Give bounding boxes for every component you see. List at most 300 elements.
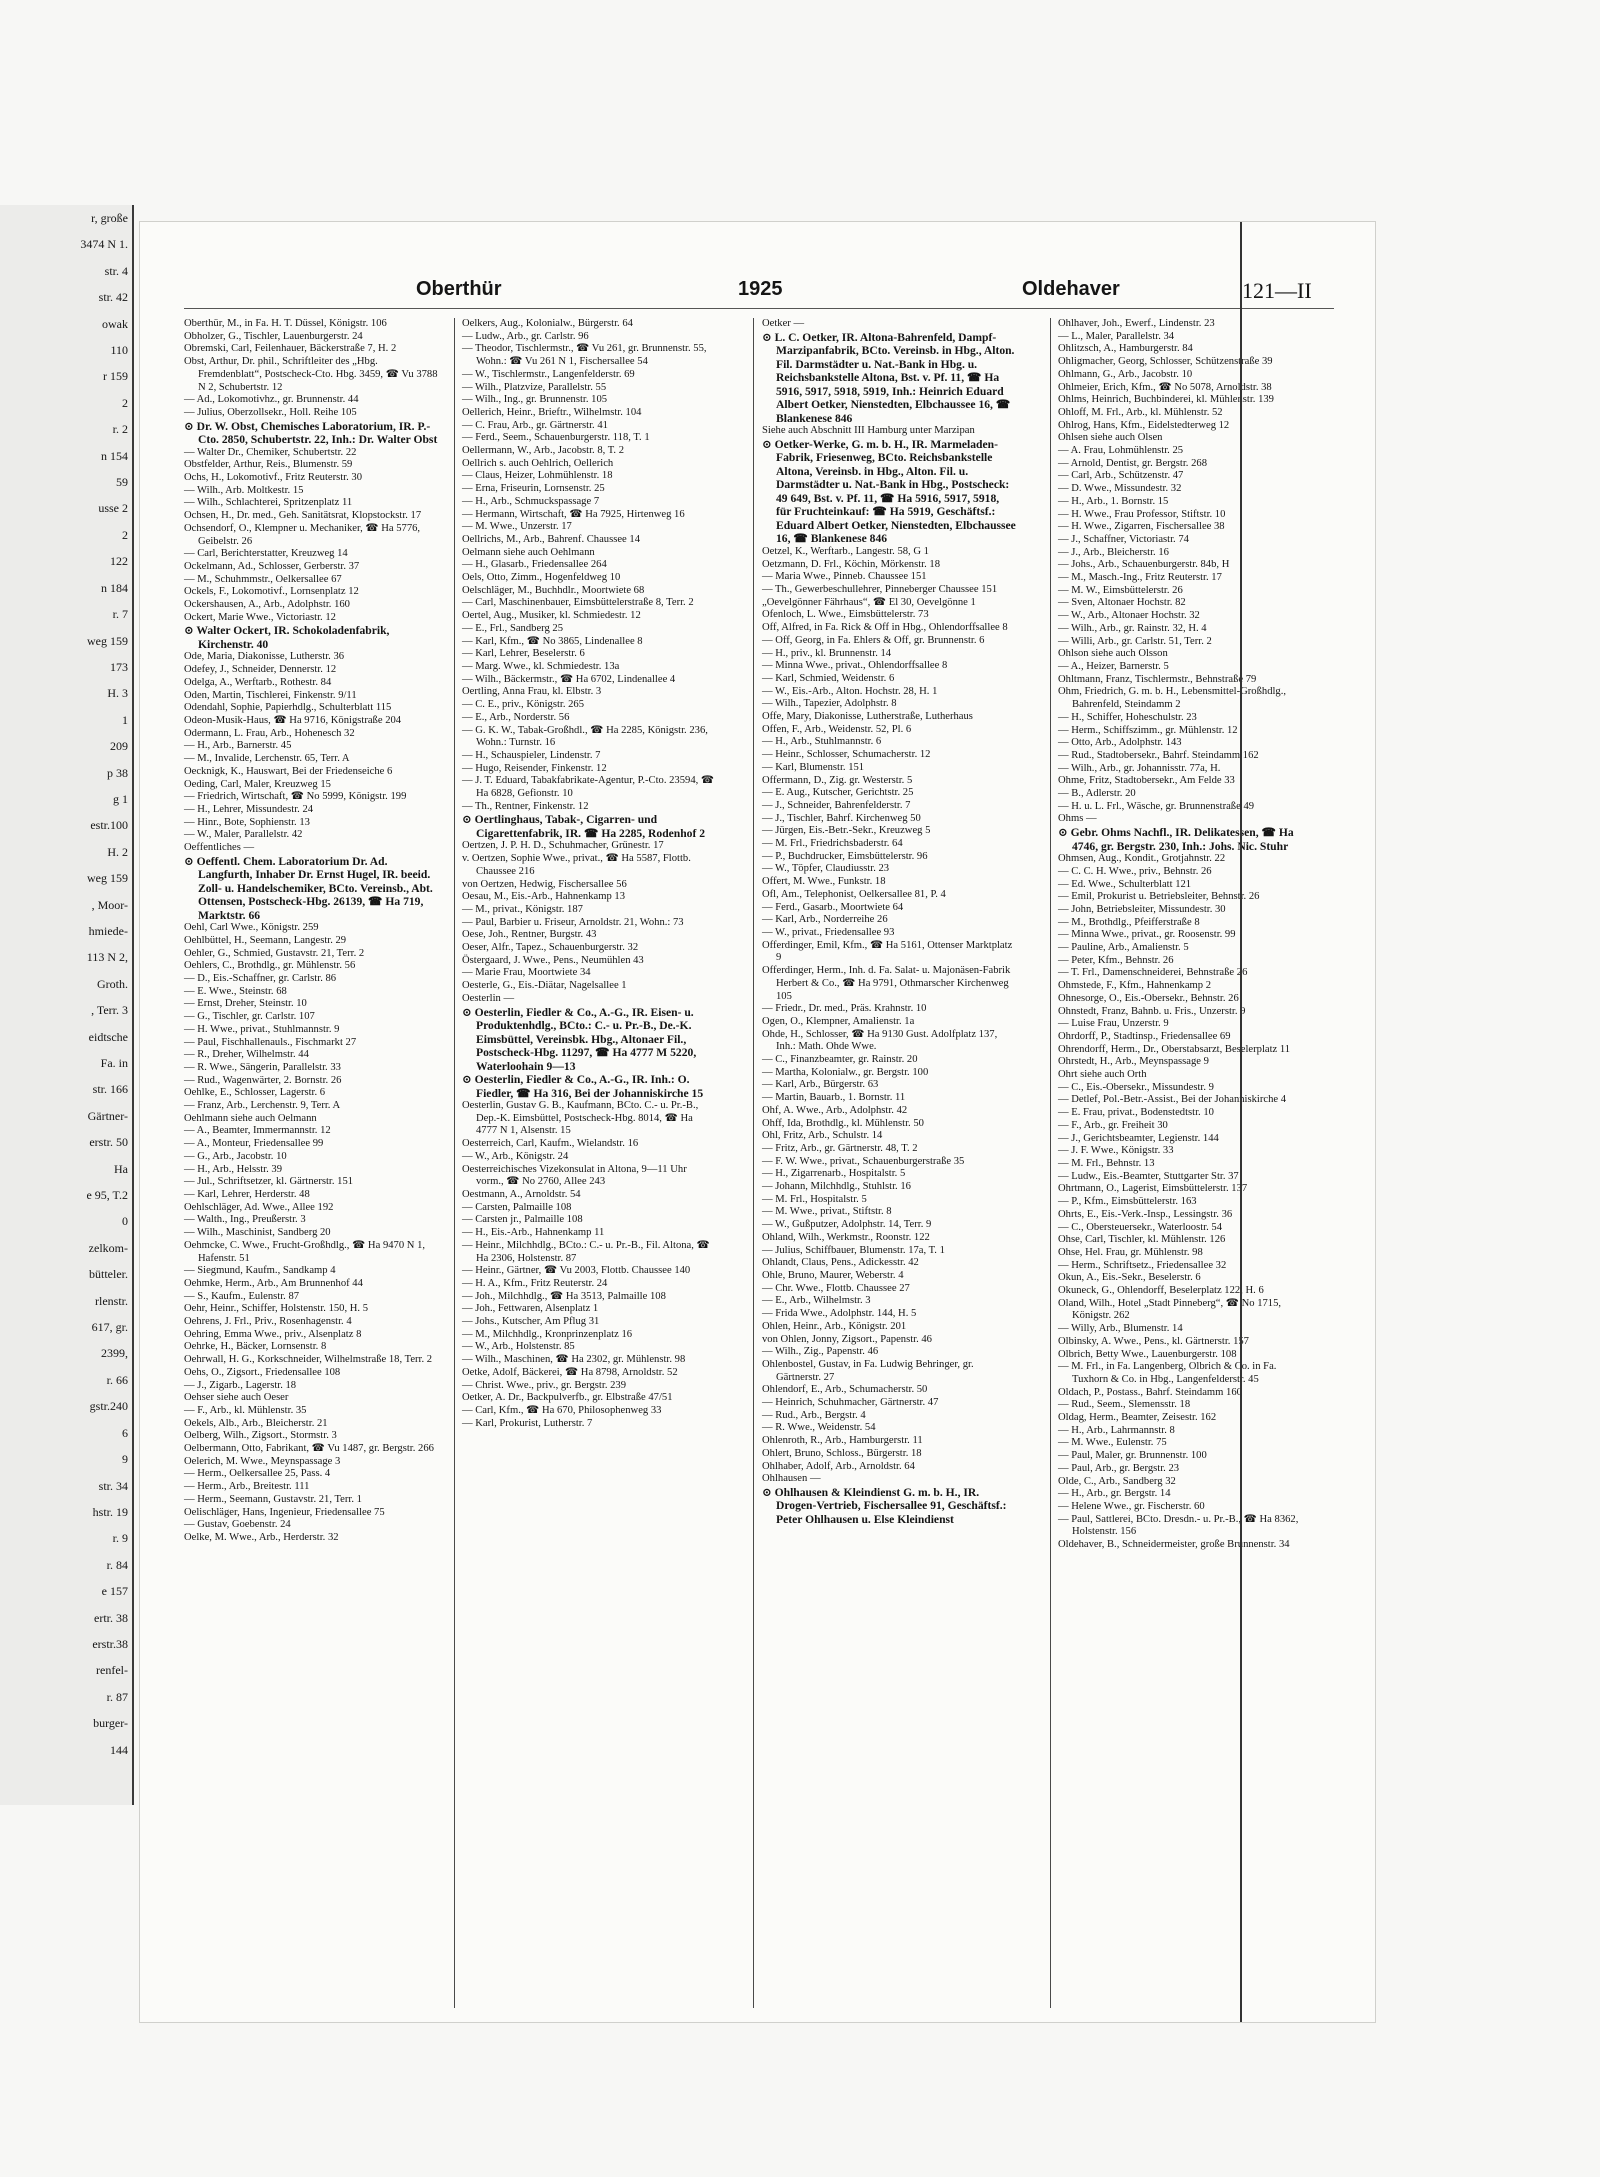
directory-entry: Ohrdorff, P., Stadtinsp., Friedensallee 69	[1058, 1030, 1231, 1042]
previous-page-fragment: str. 34	[98, 1478, 128, 1493]
directory-entry: Offen, F., Arb., Weidenstr. 52, Pl. 6	[762, 723, 912, 735]
previous-page-fragment: 617, gr.	[91, 1320, 128, 1335]
directory-entry: Ohmsen, Aug., Kondit., Grotjahnstr. 22	[1058, 853, 1226, 865]
directory-entry: — J., Tischler, Bahrf. Kirchenweg 50	[762, 812, 921, 824]
directory-entry: — Carsten jr., Palmaille 108	[462, 1214, 583, 1226]
previous-page-fragment: Groth.	[97, 976, 128, 991]
header-right-name: Oldehaver	[1022, 278, 1120, 300]
next-page-edge	[1240, 222, 1272, 2022]
directory-entry: Ohligmacher, Georg, Schlosser, Schützenstraße 39	[1058, 356, 1273, 368]
directory-entry: ⊙ Oeffentl. Chem. Laboratorium Dr. Ad. Langfurth, Inhaber Dr. Ernst Hugel, IR. beeid. Zoll- u. Handelschemiker, BCto. Vereinsb., Abt. Ottensen, Postscheck-Hbg. 26139, ☎ Ha 719, Marktstr. 66	[184, 854, 433, 922]
directory-entry: — W., Töpfer, Claudiusstr. 23	[762, 863, 890, 875]
directory-entry: Oesterreichisches Vizekonsulat in Altona, 9—11 Uhr vorm., ☎ No 2760, Allee 243	[462, 1163, 687, 1188]
directory-entry: — Ludw., Eis.-Beamter, Stuttgarter Str. 37	[1058, 1170, 1239, 1182]
directory-entry: — Heinr., Gärtner, ☎ Vu 2003, Flottb. Chaussee 140	[462, 1265, 691, 1277]
directory-entry: — H., Schauspieler, Lindenstr. 7	[462, 749, 601, 761]
directory-entry: Oesterlin, Gustav G. B., Kaufmann, BCto. C.- u. Pr.-B., Dep.-K. Eimsbüttel, Postscheck-Hbg. 8014, ☎ Ha 4777 N 1, Alsenstr. 15	[462, 1100, 699, 1137]
directory-entry: — M. Wwe., Eulenstr. 75	[1058, 1437, 1167, 1449]
directory-entry: Oertling, Anna Frau, kl. Elbstr. 3	[462, 686, 602, 698]
directory-entry: — H., Arb., Helsstr. 39	[184, 1163, 282, 1175]
directory-entry: ⊙ Gebr. Ohms Nachfl., IR. Delikatessen, ☎ Ha 4746, gr. Bergstr. 230, Inh.: Johs. Nic. Stuhr	[1058, 826, 1294, 853]
directory-entry: — W., Arb., Altonaer Hochstr. 32	[1058, 610, 1200, 622]
directory-entry: — Wilh., Arb., gr. Johannisstr. 77a, H.	[1058, 762, 1221, 774]
directory-entry: — Marie Frau, Moortwiete 34	[462, 967, 591, 979]
directory-entry: Oellrich s. auch Oehlrich, Oellerich	[462, 457, 614, 469]
directory-entry: Oetzel, K., Werftarb., Langestr. 58, G 1	[762, 545, 929, 557]
directory-entry: ⊙ Oesterlin, Fiedler & Co., A.-G., IR. Eisen- u. Produktenhdlg., BCto.: C.- u. Pr.-B., De.-K. Eimsbüttel, Vereinsbk. Hbg., Altonaer Fil., Postscheck-Hbg. 11297, ☎ Ha 4777 M 5220, Waterloohain 9—13	[462, 1005, 697, 1073]
directory-entry: — Joh., Fettwaren, Alsenplatz 1	[462, 1303, 599, 1315]
directory-entry: — Helene Wwe., gr. Fischerstr. 60	[1058, 1500, 1205, 1512]
previous-page-fragment: r 159	[103, 369, 128, 384]
previous-page-fragment: erstr.38	[92, 1636, 128, 1651]
directory-entry: — Friedr., Dr. med., Präs. Krahnstr. 10	[762, 1003, 927, 1015]
directory-entry: Oldach, P., Postass., Bahrf. Steindamm 160	[1058, 1386, 1242, 1398]
directory-entry: — Martin, Bauarb., 1. Bornstr. 11	[762, 1092, 906, 1104]
directory-entry: — M. Frl., in Fa. Langenberg, Olbrich & Co. in Fa. Tuxhorn & Co. in Hbg., Langenfelderstr. 45	[1058, 1361, 1277, 1385]
directory-entry: Oehlke, E., Schlosser, Lagerstr. 6	[184, 1087, 326, 1099]
directory-entry: — W., privat., Friedensallee 93	[762, 927, 895, 938]
directory-entry: Ohnesorge, O., Eis.-Obersekr., Behnstr. 26	[1058, 992, 1239, 1004]
directory-entry: Östergaard, J. Wwe., Pens., Neumühlen 43	[462, 954, 644, 966]
previous-page-fragment: str. 42	[98, 290, 128, 305]
header-year: 1925	[738, 278, 783, 300]
column-2	[462, 318, 716, 1430]
directory-entry: — Rud., Stadtobersekr., Bahrf. Steindamm 162	[1058, 749, 1259, 761]
directory-entry: Odelga, A., Werftarb., Rothestr. 84	[184, 676, 332, 688]
directory-entry: — W., Gußputzer, Adolphstr. 14, Terr. 9	[762, 1219, 932, 1231]
directory-entry: — Carsten, Palmaille 108	[462, 1201, 572, 1213]
directory-entry: — Heinr., Milchhdlg., BCto.: C.- u. Pr.-B., Fil. Altona, ☎ Ha 2306, Holstenstr. 87	[462, 1239, 710, 1264]
directory-entry: — Minna Wwe., privat., gr. Roosenstr. 99	[1058, 929, 1236, 941]
directory-entry: — Heinr., Schlosser, Schumacherstr. 12	[762, 749, 931, 761]
directory-entry: — Karl, Arb., Norderreihe 26	[762, 914, 888, 926]
directory-entry: Offermann, D., Zig. gr. Westerstr. 5	[762, 774, 913, 786]
directory-entry: — Otto, Arb., Adolphstr. 143	[1058, 737, 1182, 749]
directory-entry: — Peter, Kfm., Behnstr. 26	[1058, 954, 1174, 966]
directory-entry: — Theodor, Tischlermstr., ☎ Vu 261, gr. Brunnenstr. 55, Wohn.: ☎ Vu 261 N 1, Fischersallee 54	[462, 343, 707, 368]
directory-entry: — W., Tischlermstr., Langenfelderstr. 69	[462, 368, 635, 380]
directory-entry: Oelke, M. Wwe., Arb., Herderstr. 32	[184, 1531, 339, 1543]
directory-entry: — Wilh., Bäckermstr., ☎ Ha 6702, Lindenallee 4	[462, 673, 676, 685]
previous-page-fragment: 113 N 2,	[86, 950, 128, 965]
directory-entry: ⊙ Oertlinghaus, Tabak-, Cigarren- und Cigarettenfabrik, IR. ☎ Ha 2285, Rodenhof 2	[462, 813, 706, 840]
column-4	[1058, 318, 1312, 1552]
column-divider-1	[454, 318, 455, 2008]
directory-entry: — J., Schaffner, Victoriastr. 74	[1058, 533, 1189, 545]
directory-entry: Ohlhaver, Joh., Ewerf., Lindenstr. 23	[1058, 318, 1215, 329]
previous-page-fragment: erstr. 50	[89, 1135, 128, 1150]
column-3	[762, 318, 1016, 1526]
directory-entry: Ohlrog, Hans, Kfm., Eidelstedterweg 12	[1058, 419, 1230, 431]
directory-entry: Ockelmann, Ad., Schlosser, Gerberstr. 37	[184, 560, 360, 572]
directory-entry: Oehmke, Herm., Arb., Am Brunnenhof 44	[184, 1277, 363, 1289]
directory-entry: — C., Obersteuersekr., Waterloostr. 54	[1058, 1221, 1223, 1233]
directory-entry: ⊙ Oetker-Werke, G. m. b. H., IR. Marmeladen-Fabrik, Friesenweg, BCto. Reichsbankstelle Altona, Vereinsb. in Hbg., Alton. Fil. u. Darmstädter u. Nat.-Bank in Hbg., Postscheck: 49 649, Bst. v. Pf. 11, ☎ Ha 5916, 5917, 5918, für Fruchteinkauf: ☎ Ha 5919, Geschäftsf.: Eduard Albert Oetker, Nienstedten, Elbchaussee 16, ☎ Blankenese 846	[762, 437, 1016, 546]
directory-entry: Oelbermann, Otto, Fabrikant, ☎ Vu 1487, gr. Bergstr. 266	[184, 1443, 434, 1455]
directory-entry: — R., Dreher, Wilhelmstr. 44	[184, 1049, 309, 1061]
directory-entry: — H., Arb., Barnerstr. 45	[184, 740, 292, 752]
header-left-name: Oberthür	[416, 278, 502, 300]
directory-entry: — C., Finanzbeamter, gr. Rainstr. 20	[762, 1054, 918, 1066]
directory-entry: Ohm, Friedrich, G. m. b. H., Lebensmittel-Großhdlg., Bahrenfeld, Steindamm 2	[1058, 686, 1287, 711]
previous-page-fragment: 173	[110, 659, 128, 674]
directory-entry: Ohlms, Heinrich, Buchbinderei, kl. Mühlenstr. 139	[1058, 394, 1274, 406]
directory-entry: — Karl, Lehrer, Herderstr. 48	[184, 1188, 310, 1200]
directory-entry: Ohms —	[1058, 813, 1097, 825]
directory-entry: — A., Heizer, Barnerstr. 5	[1058, 660, 1169, 672]
directory-entry: — Gustav, Goebenstr. 24	[184, 1519, 291, 1531]
directory-entry: Ohle, Bruno, Maurer, Weberstr. 4	[762, 1269, 904, 1281]
directory-entry: Oberthür, M., in Fa. H. T. Düssel, Königstr. 106	[184, 318, 387, 329]
directory-entry: Odefey, J., Schneider, Dennerstr. 12	[184, 664, 337, 676]
directory-entry: Ohrstedt, H., Arb., Meynspassage 9	[1058, 1056, 1209, 1068]
previous-page-fragment: bütteler.	[89, 1267, 128, 1282]
directory-entry: Offerdinger, Emil, Kfm., ☎ Ha 5161, Ottenser Marktplatz 9	[762, 939, 1013, 964]
directory-entry: — R. Wwe., Sängerin, Parallelstr. 33	[184, 1061, 341, 1073]
directory-entry: Oden, Martin, Tischlerei, Finkenstr. 9/11	[184, 689, 357, 701]
directory-entry: — E. Wwe., Steinstr. 68	[184, 985, 287, 997]
directory-entry: Obstfelder, Arthur, Reis., Blumenstr. 59	[184, 459, 353, 471]
directory-entry: — Johs., Kutscher, Am Pflug 31	[462, 1316, 600, 1328]
directory-entry: — Hermann, Wirtschaft, ☎ Ha 7925, Hirtenweg 16	[462, 508, 685, 520]
directory-entry: Ohlmeier, Erich, Kfm., ☎ No 5078, Arnoldstr. 38	[1058, 381, 1272, 393]
directory-entry: — H., Glasarb., Friedensallee 264	[462, 559, 607, 571]
directory-entry: Oelerich, M. Wwe., Meynspassage 3	[184, 1455, 341, 1467]
directory-entry: — Claus, Heizer, Lohmühlenstr. 18	[462, 470, 613, 482]
directory-entry: — Wilh., Platzvize, Parallelstr. 55	[462, 381, 607, 393]
directory-entry: Oestmann, A., Arnoldstr. 54	[462, 1188, 581, 1200]
directory-entry: Ockershausen, A., Arb., Adolphstr. 160	[184, 599, 350, 611]
directory-entry: — Walth., Ing., Preußerstr. 3	[184, 1214, 306, 1226]
directory-entry: — Paul, Arb., gr. Bergstr. 23	[1058, 1462, 1180, 1474]
previous-page-fragment: r. 2	[112, 422, 128, 437]
directory-entry: Oesterlin —	[462, 992, 515, 1004]
directory-entry: — M. Wwe., Unzerstr. 17	[462, 521, 572, 533]
directory-entry: Oldehaver, B., Schneidermeister, große Brunnenstr. 34	[1058, 1539, 1290, 1551]
directory-entry: — Pauline, Arb., Amalienstr. 5	[1058, 942, 1189, 954]
directory-entry: Ohf, A. Wwe., Arb., Adolphstr. 42	[762, 1104, 908, 1116]
directory-entry: — Christ. Wwe., priv., gr. Bergstr. 239	[462, 1379, 627, 1391]
directory-entry: — Julius, Schiffbauer, Blumenstr. 17a, T. 1	[762, 1244, 945, 1256]
directory-entry: — J., Gerichtsbeamter, Legienstr. 144	[1058, 1132, 1219, 1144]
directory-entry: — Carl, Maschinenbauer, Eimsbüttelerstraße 8, Terr. 2	[462, 597, 694, 609]
previous-page-fragment: owak	[102, 316, 128, 331]
directory-entry: — Marg. Wwe., kl. Schmiedestr. 13a	[462, 660, 620, 672]
directory-entry: Ohlenroth, R., Arb., Hamburgerstr. 11	[762, 1435, 923, 1447]
directory-entry: — Herm., Seemann, Gustavstr. 21, Terr. 1	[184, 1493, 362, 1505]
directory-entry: — Herm., Arb., Breitestr. 111	[184, 1481, 310, 1493]
previous-page-fragment: Gärtner-	[87, 1108, 128, 1123]
previous-page-fragment: 144	[110, 1742, 128, 1757]
directory-entry: — Johs., Arb., Schauenburgerstr. 84b, H	[1058, 559, 1230, 571]
directory-entry: — Joh., Milchhdlg., ☎ Ha 3513, Palmaille 108	[462, 1290, 666, 1302]
directory-entry: Ohmstede, F., Kfm., Hahnenkamp 2	[1058, 980, 1212, 992]
directory-entry: — Herm., Schriftsetz., Friedensallee 32	[1058, 1259, 1227, 1271]
previous-page-fragment: 110	[110, 343, 128, 358]
directory-entry: Ohl, Fritz, Arb., Schulstr. 14	[762, 1130, 883, 1142]
previous-page-fragment: r. 66	[106, 1372, 128, 1387]
directory-entry: Ohlhausen —	[762, 1473, 821, 1485]
previous-page-fragment: 6	[122, 1425, 128, 1440]
directory-entry: Oetzmann, D. Frl., Köchin, Mörkenstr. 18	[762, 558, 941, 570]
directory-entry: Offerdinger, Herm., Inh. d. Fa. Salat- u. Majonäsen-Fabrik Herbert & Co., ☎ Ha 9791, Othmarscher Kirchenweg 105	[762, 965, 1011, 1002]
directory-entry: — Wilh., Ing., gr. Brunnenstr. 105	[462, 394, 608, 406]
directory-entry: — B., Adlerstr. 20	[1058, 788, 1136, 800]
directory-entry: — L., Maler, Parallelstr. 34	[1058, 330, 1175, 342]
directory-entry: — Paul, Barbier u. Friseur, Arnoldstr. 21, Wohn.: 73	[462, 916, 684, 928]
directory-entry: — Wilh., Arb., gr. Rainstr. 32, H. 4	[1058, 622, 1207, 634]
previous-page-fragment: gstr.240	[89, 1399, 128, 1414]
directory-entry: — Carl, Berichterstatter, Kreuzweg 14	[184, 548, 348, 560]
directory-entry: Oehlbüttel, H., Seemann, Langestr. 29	[184, 934, 347, 946]
directory-entry: — Julius, Oberzollsekr., Holl. Reihe 105	[184, 406, 357, 418]
directory-entry: — J., Schneider, Bahrenfelderstr. 7	[762, 799, 911, 811]
directory-entry: — G., Arb., Jacobstr. 10	[184, 1150, 287, 1162]
directory-entry: — Rud., Seem., Slemensstr. 18	[1058, 1399, 1191, 1411]
directory-entry: Ochsendorf, O., Klempner u. Mechaniker, ☎ Ha 5776, Geibelstr. 26	[184, 522, 421, 547]
previous-page-fragment: 9	[122, 1452, 128, 1467]
directory-entry: — H. Wwe., Frau Professor, Stiftstr. 10	[1058, 508, 1226, 520]
directory-entry: — Minna Wwe., privat., Ohlendorffsallee 8	[762, 660, 948, 672]
directory-entry: Oehler, G., Schmied, Gustavstr. 21, Terr. 2	[184, 947, 365, 959]
directory-entry: — Ed. Wwe., Schulterblatt 121	[1058, 878, 1192, 890]
directory-entry: — Arnold, Dentist, gr. Bergstr. 268	[1058, 457, 1207, 469]
directory-entry: — C. E., priv., Königstr. 265	[462, 699, 585, 711]
directory-entry: — G. K. W., Tabak-Großhdl., ☎ Ha 2285, Königstr. 236, Wohn.: Turnstr. 16	[462, 724, 708, 749]
directory-entry: Oldag, Herm., Beamter, Zeisestr. 162	[1058, 1412, 1217, 1424]
directory-entry: Off, Alfred, in Fa. Rick & Off in Hbg., Ohlendorffsallee 8	[762, 622, 1008, 634]
directory-entry: Oehrwall, H. G., Korkschneider, Wilhelmstraße 18, Terr. 2	[184, 1354, 433, 1366]
directory-entry: Oelkers, Aug., Kolonialw., Bürgerstr. 64	[462, 318, 633, 329]
directory-entry: Ohrts, E., Eis.-Verk.-Insp., Lessingstr. 36	[1058, 1208, 1233, 1220]
directory-entry: Ohrtmann, O., Lagerist, Eimsbüttelerstr. 137	[1058, 1183, 1248, 1195]
column-divider-2	[753, 318, 754, 2008]
directory-entry: Okun, A., Eis.-Sekr., Beselerstr. 6	[1058, 1272, 1201, 1284]
directory-entry: ⊙ Ohlhausen & Kleindienst G. m. b. H., IR. Drogen-Vertrieb, Fischersallee 91, Geschäftsf.: Peter Ohlhausen u. Else Kleindienst	[762, 1485, 1007, 1526]
directory-entry: Obst, Arthur, Dr. phil., Schriftleiter des „Hbg. Fremdenblatt“, Postscheck-Cto. Hbg. 3459, ☎ Vu 3788 N 2, Schubertstr. 12	[184, 356, 438, 393]
directory-entry: Oellrichs, M., Arb., Bahrenf. Chaussee 14	[462, 533, 640, 545]
previous-page-fragment: usse 2	[98, 501, 128, 516]
directory-entry: — H., Arb., 1. Bornstr. 15	[1058, 495, 1169, 507]
directory-entry: Olbinsky, A. Wwe., Pens., kl. Gärtnerstr. 157	[1058, 1335, 1249, 1347]
directory-entry: Ode, Maria, Diakonisse, Lutherstr. 36	[184, 651, 345, 663]
directory-entry: — E. Frau, privat., Bodenstedtstr. 10	[1058, 1107, 1214, 1119]
directory-entry: — J., Zigarb., Lagerstr. 18	[184, 1379, 297, 1391]
directory-entry: Ohse, Hel. Frau, gr. Mühlenstr. 98	[1058, 1246, 1203, 1258]
directory-entry: — Johann, Milchhdlg., Stuhlstr. 16	[762, 1181, 911, 1193]
directory-entry: — Willy, Arb., Blumenstr. 14	[1058, 1323, 1183, 1335]
directory-entry: — F., Arb., gr. Freiheit 30	[1058, 1119, 1168, 1131]
directory-entry: Ohlenbostel, Gustav, in Fa. Ludwig Behringer, gr. Gärtnerstr. 27	[762, 1358, 974, 1383]
previous-page-fragment: ertr. 38	[94, 1610, 128, 1625]
directory-entry: — H., Eis.-Arb., Hahnenkamp 11	[462, 1227, 605, 1239]
directory-entry: Olbrich, Betty Wwe., Lauenburgerstr. 108	[1058, 1348, 1237, 1360]
previous-page-fragment: e 157	[101, 1584, 128, 1599]
directory-entry: Ohlmann, G., Arb., Jacobstr. 10	[1058, 368, 1193, 380]
directory-entry: Oehlers, C., Brothdlg., gr. Mühlenstr. 56	[184, 960, 356, 972]
previous-page-fragment: 2	[122, 395, 128, 410]
directory-entry: Ohlendorf, E., Arb., Schumacherstr. 50	[762, 1384, 928, 1396]
directory-entry: — M. Frl., Behnstr. 13	[1058, 1158, 1155, 1169]
previous-page-fragment: 1	[122, 712, 128, 727]
directory-entry: — Carl, Arb., Schützenstr. 47	[1058, 470, 1184, 482]
directory-entry: — Wilh., Schlachterei, Spritzenplatz 11	[184, 497, 353, 509]
directory-entry: Ohnstedt, Franz, Bahnb. u. Fris., Unzerstr. 9	[1058, 1005, 1246, 1017]
directory-entry: — Chr. Wwe., Flottb. Chaussee 27	[762, 1282, 910, 1294]
directory-entry: — Siegmund, Kaufm., Sandkamp 4	[184, 1265, 336, 1277]
directory-entry: — John, Betriebsleiter, Missundestr. 30	[1058, 903, 1226, 915]
directory-entry: ⊙ Oesterlin, Fiedler & Co., A.-G., IR. Inh.: O. Fiedler, ☎ Ha 316, Bei der Johanniskirche 15	[462, 1073, 704, 1100]
previous-page-fragment: str. 4	[104, 263, 128, 278]
directory-entry: Oetker, A. Dr., Backpulverfb., gr. Elbstraße 47/51	[462, 1392, 673, 1404]
directory-entry: — D., Eis.-Schaffner, gr. Carlstr. 86	[184, 973, 337, 985]
directory-entry: — Karl, Blumenstr. 151	[762, 761, 865, 773]
previous-page-fragment: r. 9	[112, 1531, 128, 1546]
directory-entry: Oelschläger, M., Buchhdlr., Moortwiete 68	[462, 584, 645, 596]
previous-page-fragment: e 95, T.2	[86, 1188, 128, 1203]
directory-entry: Obremski, Carl, Feilenhauer, Bäckerstraße 7, H. 2	[184, 343, 397, 355]
directory-entry: — E. Aug., Kutscher, Gerichtstr. 25	[762, 787, 914, 799]
directory-entry: Oetker —	[762, 318, 805, 329]
directory-entry: — Karl, Arb., Bürgerstr. 63	[762, 1079, 879, 1091]
directory-entry: — H. Wwe., Zigarren, Fischersallee 38	[1058, 521, 1225, 533]
directory-entry: — M. Wwe., privat., Stiftstr. 8	[762, 1206, 892, 1218]
directory-entry: Ohltmann, Franz, Tischlermstr., Behnstraße 79	[1058, 673, 1257, 685]
directory-entry: — Wilh., Arb. Moltkestr. 15	[184, 484, 304, 496]
previous-page-fragment: 2399,	[101, 1346, 128, 1361]
directory-entry: — Karl, Prokurist, Lutherstr. 7	[462, 1417, 593, 1429]
directory-entry: — C. Frau, Arb., gr. Gärtnerstr. 41	[462, 419, 608, 431]
directory-entry: — Detlef, Pol.-Betr.-Assist., Bei der Johanniskirche 4	[1058, 1094, 1287, 1106]
directory-entry: — J. T. Eduard, Tabakfabrikate-Agentur, P.-Cto. 23594, ☎ Ha 6828, Gefionstr. 10	[462, 775, 715, 800]
directory-entry: — P., Buchdrucker, Eimsbüttelerstr. 96	[762, 850, 928, 862]
directory-entry: — Th., Gewerbeschullehrer, Pinneberger Chaussee 151	[762, 584, 998, 596]
previous-page-fragment: 122	[110, 554, 128, 569]
directory-entry: Olde, C., Arb., Sandberg 32	[1058, 1475, 1176, 1487]
directory-entry: — H., Arb., Stuhlmannstr. 6	[762, 736, 882, 748]
directory-entry: — Paul, Fischhallenauls., Fischmarkt 27	[184, 1036, 357, 1048]
directory-entry: Ohlen, Heinr., Arb., Königstr. 201	[762, 1320, 907, 1332]
directory-entry: Oellerich, Heinr., Brieftr., Wilhelmstr. 104	[462, 406, 642, 418]
directory-entry: — Karl, Schmied, Weidenstr. 6	[762, 672, 895, 684]
directory-entry: Odeon-Musik-Haus, ☎ Ha 9716, Königstraße 204	[184, 714, 402, 726]
directory-entry: Ohlson siehe auch Olsson	[1058, 648, 1168, 660]
directory-entry: Oellermann, W., Arb., Jacobstr. 8, T. 2	[462, 445, 625, 457]
directory-entry: — P., Kfm., Eimsbüttelerstr. 163	[1058, 1196, 1197, 1208]
directory-entry: — Luise Frau, Unzerstr. 9	[1058, 1018, 1169, 1030]
directory-entry: — H. u. L. Frl., Wäsche, gr. Brunnenstraße 49	[1058, 800, 1255, 812]
previous-page-fragment: estr.100	[90, 818, 128, 833]
previous-page-fragment: 2	[122, 527, 128, 542]
directory-entry: Oehlschläger, Ad. Wwe., Allee 192	[184, 1201, 334, 1213]
directory-entry: Okuneck, G., Ohlendorff, Beselerplatz 122, H. 6	[1058, 1285, 1264, 1297]
directory-entry: — W., Eis.-Arb., Alton. Hochstr. 28, H. 1	[762, 685, 938, 697]
previous-page-fragment: r, große	[91, 211, 128, 225]
page-number: 121—II	[1242, 278, 1312, 303]
previous-page-fragment: eidtsche	[88, 1029, 128, 1044]
directory-entry: — Th., Rentner, Finkenstr. 12	[462, 800, 589, 812]
directory-entry: v. Oertzen, Sophie Wwe., privat., ☎ Ha 5587, Flottb. Chaussee 216	[462, 853, 691, 877]
directory-entry: — Off, Georg, in Fa. Ehlers & Off, gr. Brunnenstr. 6	[762, 634, 985, 646]
directory-entry: — M., Milchhdlg., Kronprinzenplatz 16	[462, 1328, 633, 1340]
previous-page-fragment: 3474 N 1.	[80, 237, 128, 252]
directory-entry: Oehl, Carl Wwe., Königstr. 259	[184, 922, 319, 934]
previous-page-fragment: hmiede-	[88, 923, 128, 938]
directory-entry: Ohlsen siehe auch Olsen	[1058, 432, 1163, 444]
directory-entry: — H., priv., kl. Brunnenstr. 14	[762, 647, 892, 659]
previous-page-edge	[0, 205, 134, 1805]
previous-page-fragment: zelkom-	[88, 1240, 128, 1255]
previous-page-fragment: str. 166	[92, 1082, 128, 1097]
previous-page-fragments	[0, 205, 132, 1763]
directory-entry: — Hinr., Bote, Sophienstr. 13	[184, 816, 310, 828]
directory-entry: ⊙ L. C. Oetker, IR. Altona-Bahrenfeld, Dampf-Marzipanfabrik, BCto. Vereinsb. in Hbg., Alton. Fil. Darmstädter u. Nat.-Bank in Hbg. u. Reichsbankstelle Altona, Bst. v. Pf. 11, ☎ Ha 5916, 5917, 5918, 5919, Inh.: Heinrich Eduard Albert Oetker, Nienstedten, Elbchaussee 16, ☎ Blankenese 846	[762, 330, 1015, 425]
directory-entry: — T. Frl., Damenschneiderei, Behnstraße 26	[1058, 967, 1248, 979]
directory-entry: Oehser siehe auch Oeser	[184, 1392, 289, 1404]
directory-entry: — Jürgen, Eis.-Betr.-Sekr., Kreuzweg 5	[762, 825, 931, 837]
directory-entry: von Oertzen, Hedwig, Fischersallee 56	[462, 878, 627, 890]
directory-entry: — M., Brothdlg., Pfeifferstraße 8	[1058, 916, 1200, 928]
directory-entry: — Herm., Schiffszimm., gr. Mühlenstr. 12	[1058, 724, 1238, 736]
previous-page-fragment: rlenstr.	[95, 1293, 128, 1308]
directory-entry: — H., Zigarrenarb., Hospitalstr. 5	[762, 1168, 906, 1180]
directory-entry: Odermann, L. Frau, Arb., Hohenesch 32	[184, 727, 355, 739]
directory-entry: Offert, M. Wwe., Funkstr. 18	[762, 876, 886, 888]
directory-entry: Oesterreich, Carl, Kaufm., Wielandstr. 16	[462, 1138, 639, 1150]
directory-entry: — M., Masch.-Ing., Fritz Reuterstr. 17	[1058, 572, 1222, 584]
directory-entry: Oekels, Alb., Arb., Bleicherstr. 21	[184, 1417, 328, 1429]
directory-entry: Oese, Joh., Rentner, Burgstr. 43	[462, 929, 597, 941]
previous-page-fragment: , Moor-	[91, 897, 128, 912]
column-divider-3	[1050, 318, 1051, 2008]
directory-entry: — Willi, Arb., gr. Carlstr. 51, Terr. 2	[1058, 635, 1212, 647]
previous-page-fragment: Fa. in	[100, 1056, 128, 1070]
directory-entry: Ohme, Fritz, Stadtobersekr., Am Felde 33	[1058, 775, 1235, 787]
previous-page-fragment: p 38	[107, 765, 128, 780]
directory-entry: — Ad., Lokomotivhz., gr. Brunnenstr. 44	[184, 394, 359, 406]
directory-entry: — Franz, Arb., Lerchenstr. 9, Terr. A	[184, 1100, 341, 1112]
directory-entry: Obholzer, G., Tischler, Lauenburgerstr. 24	[184, 330, 363, 342]
column-1	[184, 318, 438, 1545]
directory-entry: — D. Wwe., Missundestr. 32	[1058, 483, 1182, 495]
previous-page-fragment: weg 159	[87, 633, 128, 648]
directory-entry: Ohse, Carl, Tischler, kl. Mühlenstr. 126	[1058, 1234, 1226, 1246]
previous-page-fragment: renfel-	[96, 1663, 128, 1678]
directory-entry: — Frida Wwe., Adolphstr. 144, H. 5	[762, 1308, 917, 1320]
directory-entry: — F., Arb., kl. Mühlenstr. 35	[184, 1404, 307, 1416]
directory-entry: — Wilh., Maschinist, Sandberg 20	[184, 1227, 331, 1239]
directory-entry: — H., Arb., Lahrmannstr. 8	[1058, 1424, 1175, 1436]
page-header	[140, 270, 1375, 310]
directory-entry: ⊙ Walter Ockert, IR. Schokoladenfabrik, Kirchenstr. 40	[184, 624, 390, 651]
directory-entry: — C., Eis.-Obersekr., Missundestr. 9	[1058, 1081, 1214, 1093]
directory-entry: Ohland, Wilh., Werkmstr., Roonstr. 122	[762, 1231, 930, 1243]
directory-entry: Ohff, Ida, Brothdlg., kl. Mühlenstr. 50	[762, 1117, 924, 1129]
directory-entry: — M. W., Eimsbüttelerstr. 26	[1058, 584, 1183, 596]
directory-entry: Oehmcke, C. Wwe., Frucht-Großhdlg., ☎ Ha 9470 N 1, Hafenstr. 51	[184, 1239, 426, 1264]
previous-page-fragment: n 154	[101, 448, 128, 463]
directory-entry: — Sven, Altonaer Hochstr. 82	[1058, 597, 1186, 609]
previous-page-fragment: 209	[110, 739, 128, 754]
directory-entry: Odendahl, Sophie, Papierhdlg., Schulterblatt 115	[184, 702, 392, 714]
directory-entry: Oeffentliches —	[184, 842, 255, 854]
directory-entry: — W., Maler, Parallelstr. 42	[184, 829, 303, 841]
directory-entry: — A., Beamter, Immermannstr. 12	[184, 1125, 331, 1137]
directory-entry: Ohlhaber, Adolf, Arb., Arnoldstr. 64	[762, 1460, 915, 1472]
directory-entry: Oelberg, Wilh., Zigsort., Stormstr. 3	[184, 1430, 337, 1442]
directory-entry: — J., Arb., Bleicherstr. 16	[1058, 546, 1169, 558]
directory-entry: Oehs, O., Zigsort., Friedensallee 108	[184, 1366, 341, 1378]
